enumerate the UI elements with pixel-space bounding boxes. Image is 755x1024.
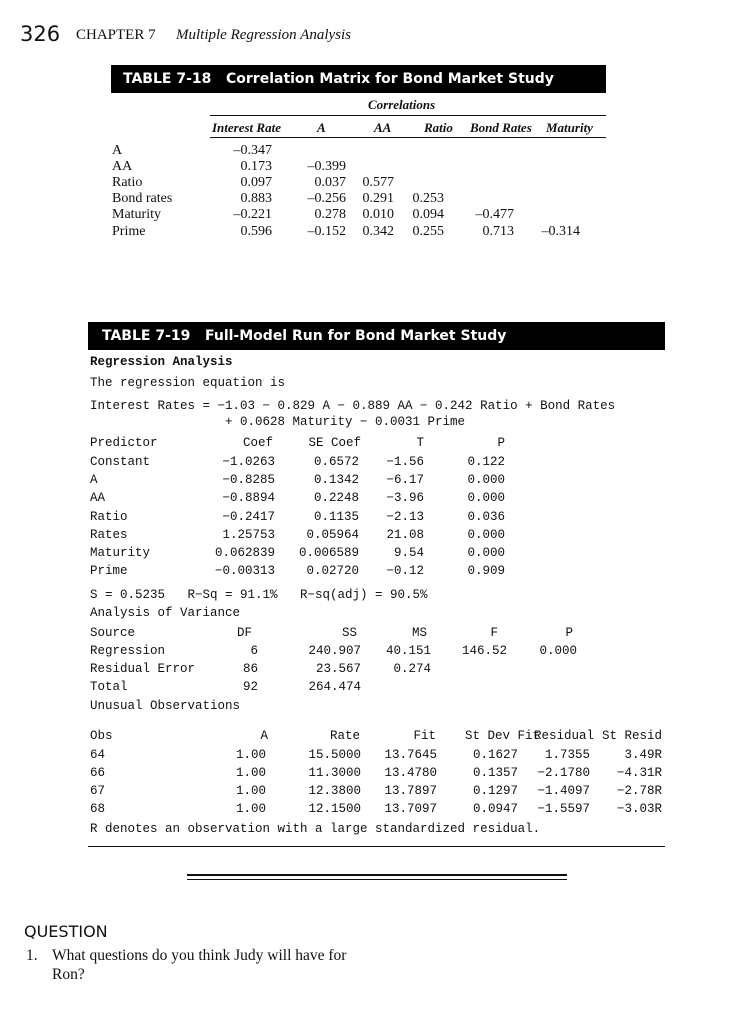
correlation-cell: 0.094	[412, 207, 444, 222]
table-7-18-title: Correlation Matrix for Bond Market Study	[226, 71, 554, 87]
predictor-name: A	[90, 473, 98, 488]
chapter-label: CHAPTER 7	[76, 27, 156, 43]
predictor-value: 0.6572	[313, 455, 359, 469]
correlation-cell: 0.255	[412, 224, 444, 239]
unusual-header-cell: Obs	[90, 729, 113, 743]
predictor-name: Ratio	[90, 509, 128, 524]
predictor-value: 0.122	[467, 455, 505, 469]
unusual-value: −2.1780	[537, 766, 590, 780]
anova-source: Total	[90, 680, 128, 694]
equation-line-1: Interest Rates = −1.03 − 0.829 A − 0.889 AA − 0.242 Ratio + Bond Rates	[90, 399, 616, 413]
predictor-value: 0.05964	[306, 527, 359, 542]
anova-header-cell: SS	[341, 626, 357, 640]
unusual-value: 1.7355	[544, 748, 590, 762]
question-text-line2: Ron?	[52, 966, 85, 983]
row-label: Prime	[112, 224, 146, 239]
predictor-name: Prime	[90, 564, 128, 579]
predictor-value: 0.1342	[313, 473, 359, 488]
anova-value: 0.274	[393, 662, 431, 676]
table-7-19-label: TABLE 7-19	[102, 328, 191, 344]
unusual-value: 13.7097	[384, 802, 437, 816]
unusual-value: −1.4097	[537, 784, 590, 798]
unusual-value: 0.1297	[472, 784, 518, 798]
correlation-cell: –0.152	[307, 224, 346, 239]
predictor-value: −0.00313	[214, 564, 275, 579]
page-number: 326	[20, 22, 61, 46]
predictor-value: −3.96	[386, 491, 424, 506]
equation-intro: The regression equation is	[90, 376, 286, 390]
unusual-value: 1.00	[235, 748, 266, 762]
equation-line-2: + 0.0628 Maturity − 0.0031 Prime	[225, 415, 466, 429]
correlation-cell: 0.253	[412, 191, 444, 206]
predictor-value: 0.000	[467, 527, 505, 542]
unusual-header-cell: Rate	[329, 729, 360, 743]
predictor-value: 0.000	[467, 473, 505, 488]
unusual-value: 12.1500	[308, 802, 361, 816]
unusual-obs: 66	[90, 766, 106, 780]
correlation-cell: –0.347	[233, 143, 272, 158]
col-header-maturity: Maturity	[546, 120, 593, 135]
anova-value: 92	[242, 680, 258, 694]
predictor-name: Constant	[90, 455, 151, 469]
correlation-cell: 0.883	[240, 191, 272, 206]
unusual-value: 0.0947	[472, 802, 518, 816]
unusual-value: 1.00	[235, 784, 266, 798]
anova-value: 240.907	[308, 644, 361, 658]
unusual-header-cell: Residual	[533, 729, 594, 743]
unusual-value: 15.5000	[308, 748, 361, 762]
predictor-value: 0.2248	[313, 491, 359, 506]
table-7-19-title: Full-Model Run for Bond Market Study	[205, 328, 507, 344]
chapter-title: Multiple Regression Analysis	[176, 27, 351, 43]
unusual-value: −2.78R	[616, 784, 662, 798]
correlations-group-header: Correlations	[368, 97, 436, 112]
correlation-cell: –0.221	[233, 207, 272, 222]
section-divider-bottom	[187, 879, 567, 880]
unusual-header-cell: St Resid	[601, 729, 662, 743]
correlation-cell: –0.314	[541, 224, 580, 239]
predictor-header-cell: SE Coef	[308, 436, 361, 450]
anova-header-cell: P	[565, 626, 573, 640]
col-header-bond-rates: Bond Rates	[470, 120, 532, 135]
anova-value: 23.567	[315, 662, 361, 676]
correlation-cell: 0.010	[362, 207, 394, 222]
unusual-obs: 68	[90, 802, 106, 816]
unusual-value: 13.4780	[384, 766, 437, 780]
question-text-line1: What questions do you think Judy will have for	[52, 947, 347, 964]
predictor-value: −0.8894	[222, 491, 275, 506]
row-label: Ratio	[112, 175, 143, 190]
col-header-ratio: Ratio	[424, 120, 453, 135]
correlation-cell: –0.399	[307, 159, 346, 174]
predictor-header-cell: Predictor	[90, 436, 158, 450]
unusual-value: 13.7645	[384, 748, 437, 762]
unusual-title: Unusual Observations	[90, 699, 241, 713]
col-header-aa: AA	[374, 120, 392, 135]
unusual-value: 1.00	[235, 766, 266, 780]
unusual-value: 0.1357	[472, 766, 518, 780]
anova-value: 86	[242, 662, 258, 676]
correlation-cell: –0.477	[475, 207, 514, 222]
unusual-value: 1.00	[235, 802, 266, 816]
table-7-18-banner	[111, 65, 606, 93]
regression-heading: Regression Analysis	[90, 355, 233, 369]
unusual-value: −4.31R	[616, 766, 662, 780]
predictor-value: 21.08	[386, 527, 424, 542]
predictor-name: AA	[90, 491, 106, 506]
unusual-value: 12.3800	[308, 784, 361, 798]
unusual-value: 0.1627	[472, 748, 518, 762]
predictor-value: 1.25753	[222, 527, 275, 542]
unusual-obs: 64	[90, 748, 106, 762]
predictor-header-cell: P	[497, 436, 505, 450]
predictor-value: 0.1135	[313, 509, 359, 524]
predictor-value: 0.062839	[214, 546, 275, 560]
predictor-value: 0.000	[467, 491, 505, 506]
row-label: Maturity	[112, 207, 161, 222]
unusual-value: −3.03R	[616, 802, 662, 816]
table-7-19-banner	[88, 322, 665, 350]
table-bottom-rule	[88, 846, 665, 847]
anova-value: 146.52	[461, 644, 507, 658]
predictor-value: −2.13	[386, 509, 424, 524]
correlation-cell: 0.577	[362, 175, 394, 190]
correlation-cell: 0.713	[482, 224, 514, 239]
anova-value: 264.474	[308, 680, 361, 694]
anova-title: Analysis of Variance	[90, 606, 241, 620]
predictor-value: −0.2417	[222, 509, 275, 524]
correlation-cell: 0.596	[240, 224, 272, 239]
predictor-value: 0.909	[467, 564, 505, 579]
unusual-obs: 67	[90, 784, 106, 798]
row-label: Bond rates	[112, 191, 173, 206]
predictor-header-cell: T	[416, 436, 424, 450]
anova-header-cell: DF	[236, 626, 252, 640]
predictor-name: Rates	[90, 527, 128, 542]
unusual-header-cell: Fit	[413, 729, 436, 743]
row-label: A	[112, 143, 123, 158]
correlation-cell: 0.278	[314, 207, 346, 222]
predictor-name: Maturity	[90, 546, 151, 560]
predictor-value: −0.12	[386, 564, 424, 579]
col-header-interest-rate: Interest Rate	[212, 120, 281, 135]
predictor-value: −6.17	[386, 473, 424, 488]
predictor-value: −1.56	[386, 455, 424, 469]
predictor-value: 0.006589	[298, 546, 359, 560]
col-header-rule	[210, 137, 606, 138]
correlation-cell: 0.342	[362, 224, 394, 239]
section-divider-top	[187, 874, 567, 876]
anova-value: 6	[250, 644, 258, 658]
anova-source: Regression	[90, 644, 166, 658]
col-header-a: A	[317, 120, 326, 135]
row-label: AA	[112, 159, 133, 174]
unusual-header-cell: A	[260, 729, 268, 743]
anova-value: 0.000	[539, 644, 577, 658]
predictor-value: −0.8285	[222, 473, 275, 488]
correlation-cell: 0.291	[362, 191, 394, 206]
correlation-cell: 0.037	[314, 175, 346, 190]
table-7-18-label: TABLE 7-18	[123, 71, 212, 87]
question-item-1	[26, 946, 347, 984]
unusual-value: −1.5597	[537, 802, 590, 816]
anova-header-cell: Source	[90, 626, 136, 640]
predictor-value: 0.02720	[306, 564, 359, 579]
anova-header-cell: MS	[411, 626, 427, 640]
predictor-value: −1.0263	[222, 455, 275, 469]
anova-value: 40.151	[385, 644, 431, 658]
predictor-value: 0.000	[467, 546, 505, 560]
unusual-value: 13.7897	[384, 784, 437, 798]
predictor-value: 0.036	[467, 509, 505, 524]
question-heading: QUESTION	[24, 922, 108, 941]
correlation-cell: 0.097	[240, 175, 272, 190]
fit-summary: S = 0.5235 R−Sq = 91.1% R−sq(adj) = 90.5%	[90, 588, 428, 602]
correlation-cell: 0.173	[240, 159, 272, 174]
predictor-value: 9.54	[393, 546, 424, 560]
unusual-value: 11.3000	[308, 766, 361, 780]
correlation-cell: –0.256	[307, 191, 346, 206]
group-header-rule	[210, 115, 606, 116]
question-number: 1.	[26, 947, 38, 964]
anova-header-cell: F	[490, 626, 498, 640]
anova-source: Residual Error	[90, 662, 196, 676]
unusual-value: 3.49R	[624, 748, 662, 762]
predictor-header-cell: Coef	[242, 436, 273, 450]
unusual-header-cell: St Dev Fit	[464, 729, 540, 743]
footnote: R denotes an observation with a large standardized residual.	[90, 822, 541, 836]
